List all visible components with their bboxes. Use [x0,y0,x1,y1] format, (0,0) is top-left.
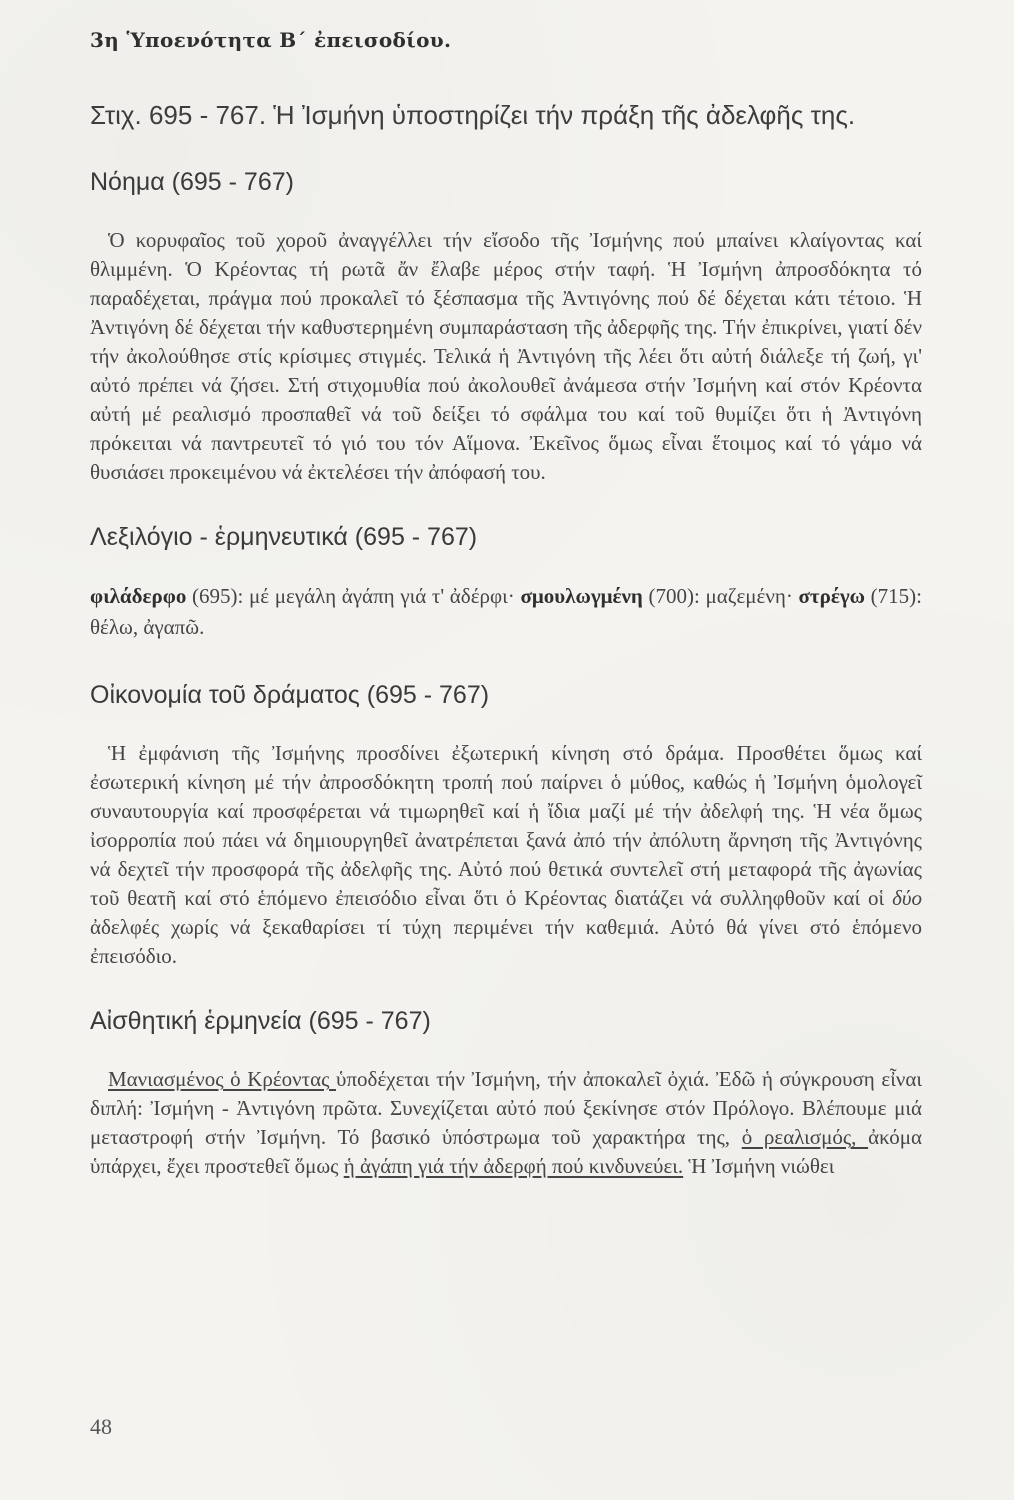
section-title-aisthitiki: Αἰσθητική ἑρμηνεία (695 - 767) [90,1007,431,1035]
text-segment: ἀκόμα ὑπάρχει, ἔχει προστεθεῖ ὅμως [90,1125,922,1178]
italic-segment: δύο [892,886,922,910]
text-segment: Ἡ Ἰσμήνη νιώθει [683,1154,835,1178]
text-segment: Ἡ ἐμφάνιση τῆς Ἰσμήνης προσδίνει ἐξωτερική κίνηση στό δράμα. Προσθέτει ὅμως καί ἐσωτερική κίνηση μέ τήν ἀπροσδόκητη τροπή πού παίρνει ὁ μύθος, καθώς ἡ Ἰσμήνη ὁμολογεῖ συναυτουργία καί προσφέρεται νά τιμωρηθεῖ καί ἡ ἴδια μαζί μέ τήν ἀδελφή της. Ἡ νέα ὅμως ἰσορροπία πού πάει νά δημιουργηθεῖ ἀνατρέπεται ξανά ἀπό τήν ἀπόλυτη ἄρνηση τῆς Ἀντιγόνης νά δεχτεῖ τήν προσφορά τῆς ἀδελφῆς της. Αὐτό πού θετικά συντελεῖ στή μεταφορά τῆς ἀγωνίας τοῦ θεατῆ καί στό ἑπόμενο ἐπεισόδιο εἶναι ὅτι ὁ Κρέοντας διατάζει νά συλληφθοῦν καί οἱ [90,741,922,910]
underlined-segment: ὁ ρεαλισμός, [741,1125,869,1149]
glossary-paragraph [90,581,922,643]
verses-subtitle: Στιχ. 695 - 767. Ἡ Ἰσμήνη ὑποστηρίζει τήν πράξη τῆς ἀδελφῆς της. [90,100,856,130]
glossary-definition: (700): μαζεμένη· [642,584,799,608]
text-segment: ἀδελφές χωρίς νά ξεκαθαρίσει τί τύχη περιμένει τήν καθεμιά. Αὐτό θά γίνει στό ἑπόμενο ἐπεισόδιο. [90,915,922,968]
page-number: 48 [90,1414,112,1439]
chapter-header: 3η Ὑποενότητα Β΄ ἐπεισοδίου. [90,28,452,52]
glossary-term: στρέγω [798,584,865,608]
paragraph-noima: Ὁ κορυφαῖος τοῦ χοροῦ ἀναγγέλλει τήν εἴσοδο τῆς Ἰσμήνης πού μπαίνει κλαίγοντας καί θλιμμένη. Ὁ Κρέοντας τή ρωτᾶ ἄν ἔλαβε μέρος στήν ταφή. Ἡ Ἰσμήνη ἀπροσδόκητα τό παραδέχεται, πράγμα πού προκαλεῖ τό ξέσπασμα τῆς Ἀντιγόνης πού δέ δέχεται κάτι τέτοιο. Ἡ Ἀντιγόνη δέ δέχεται τήν καθυστερημένη συμπαράσταση τῆς ἀδερφῆς της. Τήν ἐπικρίνει, γιατί δέν τήν ἀκολούθησε στίς κρίσιμες στιγμές. Τελικά ἡ Ἀντιγόνη τῆς λέει ὅτι αὐτή διάλεξε τή ζωή, γι' αὐτό πρέπει νά ζήσει. Στή στιχομυθία πού ἀκολουθεῖ ἀνάμεσα στήν Ἰσμήνη καί στόν Κρέοντα αὐτή μέ ρεαλισμό προσπαθεῖ νά τοῦ δείξει τό σφάλμα του καί τοῦ θυμίζει ὅτι ἡ Ἀντιγόνη πρόκειται νά παντρευτεῖ τό γιό του τόν Αἵμονα. Ἐκεῖνος ὅμως εἶναι ἕτοιμος καί τό γάμο νά θυσιάσει προκειμένου νά ἐκτελέσει τήν ἀπόφασή του. [90,228,922,484]
section-title-noima: Νόημα (695 - 767) [90,168,294,196]
section-title-oikonomia: Οἰκονομία τοῦ δράματος (695 - 767) [90,681,490,709]
paragraph-aisthitiki [90,1065,922,1181]
glossary-definition: (715): θέλω, ἀγαπῶ. [90,584,922,639]
glossary-term: σμουλωγμένη [520,584,643,608]
glossary-term: φιλάδερφο [90,584,187,608]
underlined-segment: Μανιασμένος ὁ Κρέοντας [108,1067,337,1091]
glossary-definition: (695): μέ μεγάλη ἀγάπη γιά τ' ἀδέρφι· [186,584,521,608]
paragraph-oikonomia [90,739,922,971]
underlined-segment: ἡ ἀγάπη γιά τήν ἀδερφή πού κινδυνεύει. [343,1154,684,1178]
section-title-lexilogio: Λεξιλόγιο - ἑρμηνευτικά (695 - 767) [90,523,478,551]
text-segment: ὑποδέχεται τήν Ἰσμήνη, τήν ἀποκαλεῖ ὀχιά. Ἐδῶ ἡ σύγκρουση εἶναι διπλή: Ἰσμήνη - Ἀντιγόνη πρῶτα. Συνεχίζεται αὐτό πού ξεκίνησε στόν Πρόλογο. Βλέπουμε μιά μεταστροφή στήν Ἰσμήνη. Τό βασικό ὑπόστρωμα τοῦ χαρακτήρα της, [90,1067,923,1149]
